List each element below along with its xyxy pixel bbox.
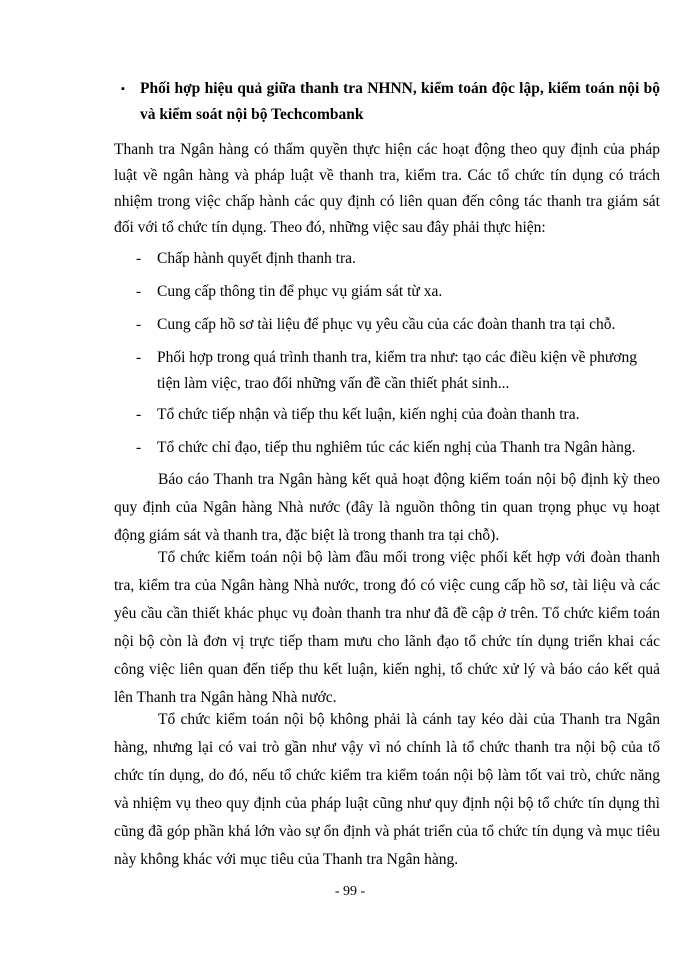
square-bullet-icon: ▪ [121,83,125,95]
page-number: - 99 - [334,884,366,899]
dash-bullet: - [136,349,142,366]
list-item [114,279,660,305]
list-item-text: Phối hợp trong quá trình thanh tra, kiểm tra như: tạo các điều kiện về phương tiện làm việc, trao đổi những vấn đề cần thiết phát sinh... [157,349,638,392]
dash-bullet: - [136,316,142,333]
body-paragraph: Tổ chức kiểm toán nội bộ không phải là cánh tay kéo dài của Thanh tra Ngân hàng, nhưng lại có vai trò gần như vậy vì nó chính là tổ chức thanh tra nội bộ của tổ chức tín dụng, do đó, nếu tổ chức kiểm tra kiểm toán nội bộ làm tốt vai trò, chức năng và nhiệm vụ theo quy định của pháp luật cũng như quy định nội bộ tổ chức tín dụng thì cũng đã góp phần khá lớn vào sự ổn định và phát triển của tổ chức tín dụng và mục tiêu này không khác với mục tiêu của Thanh tra Ngân hàng. [114,711,660,868]
list-item-text: Tổ chức tiếp nhận và tiếp thu kết luận, kiến nghị của đoàn thanh tra. [157,406,580,423]
dash-bullet: - [136,439,142,456]
list-item-text: Chấp hành quyết định thanh tra. [157,250,356,267]
section-heading-text: Phối hợp hiệu quả giữa thanh tra NHNN, kiểm toán độc lập, kiểm toán nội bộ và kiểm soát nội bộ Techcombank [140,80,660,123]
body-paragraph: Báo cáo Thanh tra Ngân hàng kết quả hoạt động kiểm toán nội bộ định kỳ theo quy định của Ngân hàng Nhà nước (đây là nguồn thông tin quan trọng phục vụ hoạt động giám sát và thanh tra, đặc biệt là trong thanh tra tại chỗ). [114,471,660,544]
list-item-text: Tổ chức chỉ đạo, tiếp thu nghiêm túc các kiến nghị của Thanh tra Ngân hàng. [157,439,636,456]
list-item-text: Cung cấp hồ sơ tài liệu để phục vụ yêu cầu của các đoàn thanh tra tại chỗ. [157,316,616,333]
list-item [114,435,660,461]
list-item [114,402,660,428]
body-paragraph: Tổ chức kiểm toán nội bộ làm đầu mối trong việc phối kết hợp với đoàn thanh tra, kiểm tra của Ngân hàng Nhà nước, trong đó có việc cung cấp hồ sơ, tài liệu và các yêu cầu cần thiết khác phục vụ đoàn thanh tra như đã đề cập ở trên. Tổ chức kiểm toán nội bộ còn là đơn vị trực tiếp tham mưu cho lãnh đạo tổ chức tín dụng triển khai các công việc liên quan đến tiếp thu kết luận, kiến nghị, tổ chức xử lý và báo cáo kết quả lên Thanh tra Ngân hàng Nhà nước. [114,549,660,706]
list-item [114,312,660,338]
section-heading [121,76,660,128]
dash-bullet: - [136,406,142,423]
list-item-text: Cung cấp thông tin để phục vụ giám sát từ xa. [157,283,443,300]
list-item [114,345,660,397]
dash-bullet: - [136,250,142,267]
intro-paragraph: Thanh tra Ngân hàng có thẩm quyền thực hiện các hoạt động theo quy định của pháp luật về ngân hàng và pháp luật về thanh tra, kiểm tra. Các tổ chức tín dụng có trách nhiệm trong việc chấp hành các quy định có liên quan đến công tác thanh tra giám sát đối với tổ chức tín dụng. Theo đó, những việc sau đây phải thực hiện: [114,141,660,236]
list-item [114,246,660,272]
dash-bullet: - [136,283,142,300]
